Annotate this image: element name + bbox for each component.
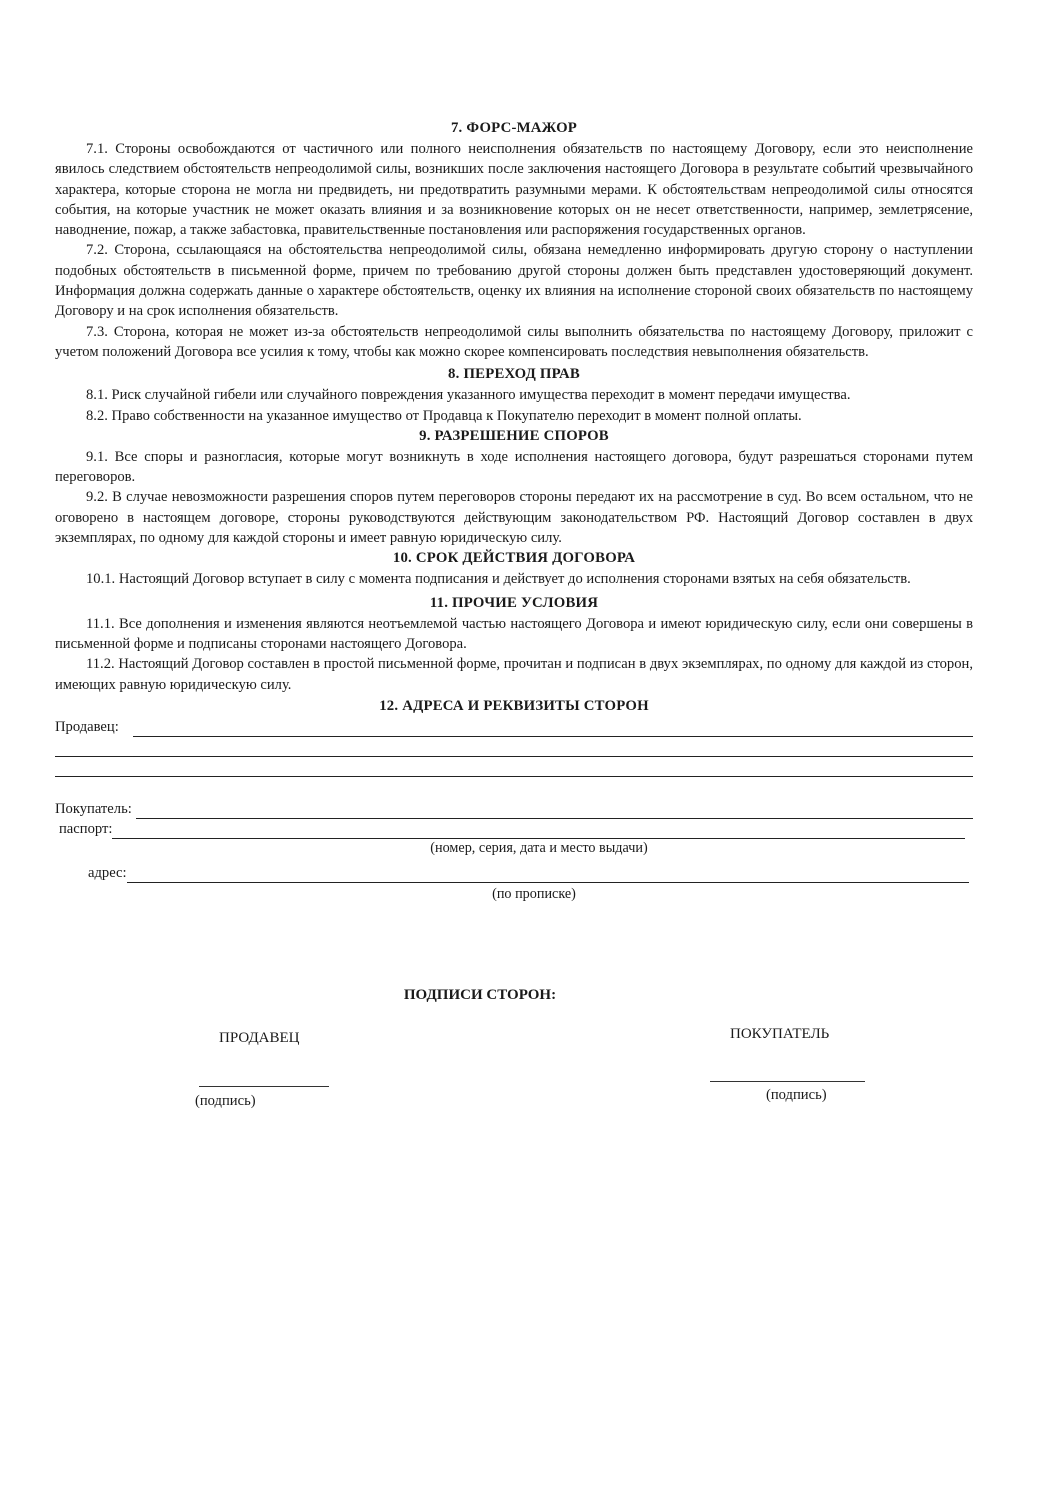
passport-hint: (номер, серия, дата и место выдачи): [430, 839, 648, 856]
seller-line[interactable]: [133, 722, 973, 737]
paragraph-11-2: 11.2. Настоящий Договор составлен в простой письменной форме, прочитан и подписан в двух экземплярах, по одному для каждой из сторон, имеющих равную юридическую силу.: [55, 656, 973, 693]
seller-signature-note: (подпись): [195, 1093, 256, 1109]
section-title: 10. СРОК ДЕЙСТВИЯ ДОГОВОРА: [392, 550, 636, 567]
buyer-signature-label: ПОКУПАТЕЛЬ: [730, 1026, 830, 1042]
seller-line-2[interactable]: [55, 737, 973, 757]
seller-field: [55, 717, 973, 737]
seller-signature-label: ПРОДАВЕЦ: [219, 1030, 300, 1046]
paragraph-7-3: 7.3. Сторона, которая не может из-за обстоятельств непреодолимой силы выполнить обязательства по настоящему Договору, приложит с учетом положений Договора все усилия к тому, чтобы как можно скорее компенсировать последствия невыполнения обязательств.: [55, 323, 973, 360]
seller-label: Продавец:: [55, 718, 119, 735]
address-field: [55, 863, 973, 883]
passport-label: паспорт:: [59, 820, 113, 837]
section-title: 9. РАЗРЕШЕНИЕ СПОРОВ: [419, 427, 609, 444]
buyer-field: [55, 799, 973, 819]
section-title: 8. ПЕРЕХОД ПРАВ: [448, 366, 580, 383]
buyer-label: Покупатель:: [55, 800, 132, 817]
paragraph-11-1: 11.1. Все дополнения и изменения являются неотъемлемой частью настоящего Договора и имеют юридическую силу, если они совершены в письменной форме и подписаны сторонами настоящего Договора.: [55, 615, 973, 652]
section-term: [55, 548, 973, 589]
buyer-signature-line[interactable]: [710, 1081, 865, 1082]
buyer-line[interactable]: [136, 804, 973, 819]
buyer-signature-note: (подпись): [766, 1087, 827, 1103]
section-disputes: [55, 426, 973, 548]
passport-line[interactable]: [112, 824, 965, 839]
paragraph-9-1: 9.1. Все споры и разногласия, которые могут возникнуть в ходе исполнения настоящего договора, будут разрешаться сторонами путем переговоров.: [55, 448, 973, 486]
section-title: 7. ФОРС-МАЖОР: [450, 120, 578, 136]
address-hint: (по прописке): [492, 885, 576, 902]
section-addresses: [55, 696, 973, 903]
paragraph-9-2: 9.2. В случае невозможности разрешения споров путем переговоров стороны передают их на рассмотрение в суд. Во всем остальном, что не оговорено в настоящем договоре, стороны руководствуются действующим законодательством РФ. Настоящий Договор составлен в двух экземплярах, по одному для каждой стороны и имеет равную юридическую силу.: [55, 489, 973, 547]
passport-field: [55, 819, 973, 839]
section-title: 12. АДРЕСА И РЕКВИЗИТЫ СТОРОН: [379, 697, 649, 714]
paragraph-8-2: 8.2. Право собственности на указанное имущество от Продавца к Покупателю переходит в момент полной оплаты.: [86, 407, 802, 424]
section-other-terms: [55, 593, 973, 695]
paragraph-10-1: 10.1. Настоящий Договор вступает в силу с момента подписания и действует до исполнения сторонами взятых на себя обязательств.: [86, 571, 911, 588]
seller-signature-line[interactable]: [199, 1086, 329, 1087]
seller-line-3[interactable]: [55, 757, 973, 777]
contract-body: [55, 118, 973, 903]
paragraph-7-1: 7.1. Стороны освобождаются от частичного или полного неисполнения обязательств по настоящему Договору, если это неисполнение явилось следствием обстоятельств непреодолимой силы, возникших после заключения настоящего Договора в результате событий чрезвычайного характера, которые сторона не могла ни предвидеть, ни предотвратить разумными мерами. К обстоятельствам непреодолимой силы относятся события, на которые участник не может оказать влияния и за возникновение которых он не несет ответственности, например, землетрясение, наводнение, пожар, а также забастовка, правительственные постановления или распоряжения государственных органов.: [55, 141, 973, 239]
address-label: адрес:: [88, 864, 127, 881]
address-line[interactable]: [127, 868, 969, 883]
section-transfer-of-rights: [55, 364, 973, 426]
paragraph-8-1: 8.1. Риск случайной гибели или случайного повреждения указанного имущества переходит в момент передачи имущества.: [86, 387, 851, 404]
paragraph-7-2: 7.2. Сторона, ссылающаяся на обстоятельства непреодолимой силы, обязана немедленно информировать другую сторону о наступлении подобных обстоятельств в письменной форме, причем по требованию другой стороны должен быть представлен удостоверяющий документ. Информация должна содержать данные о характере обстоятельств, оценку их влияния на исполнение стороной своих обязательств по настоящему Договору и на срок исполнения обязательств.: [55, 242, 973, 320]
signatures-title: ПОДПИСИ СТОРОН:: [403, 987, 557, 1003]
section-title: 11. ПРОЧИЕ УСЛОВИЯ: [429, 594, 599, 611]
section-force-majeure: [55, 118, 973, 362]
